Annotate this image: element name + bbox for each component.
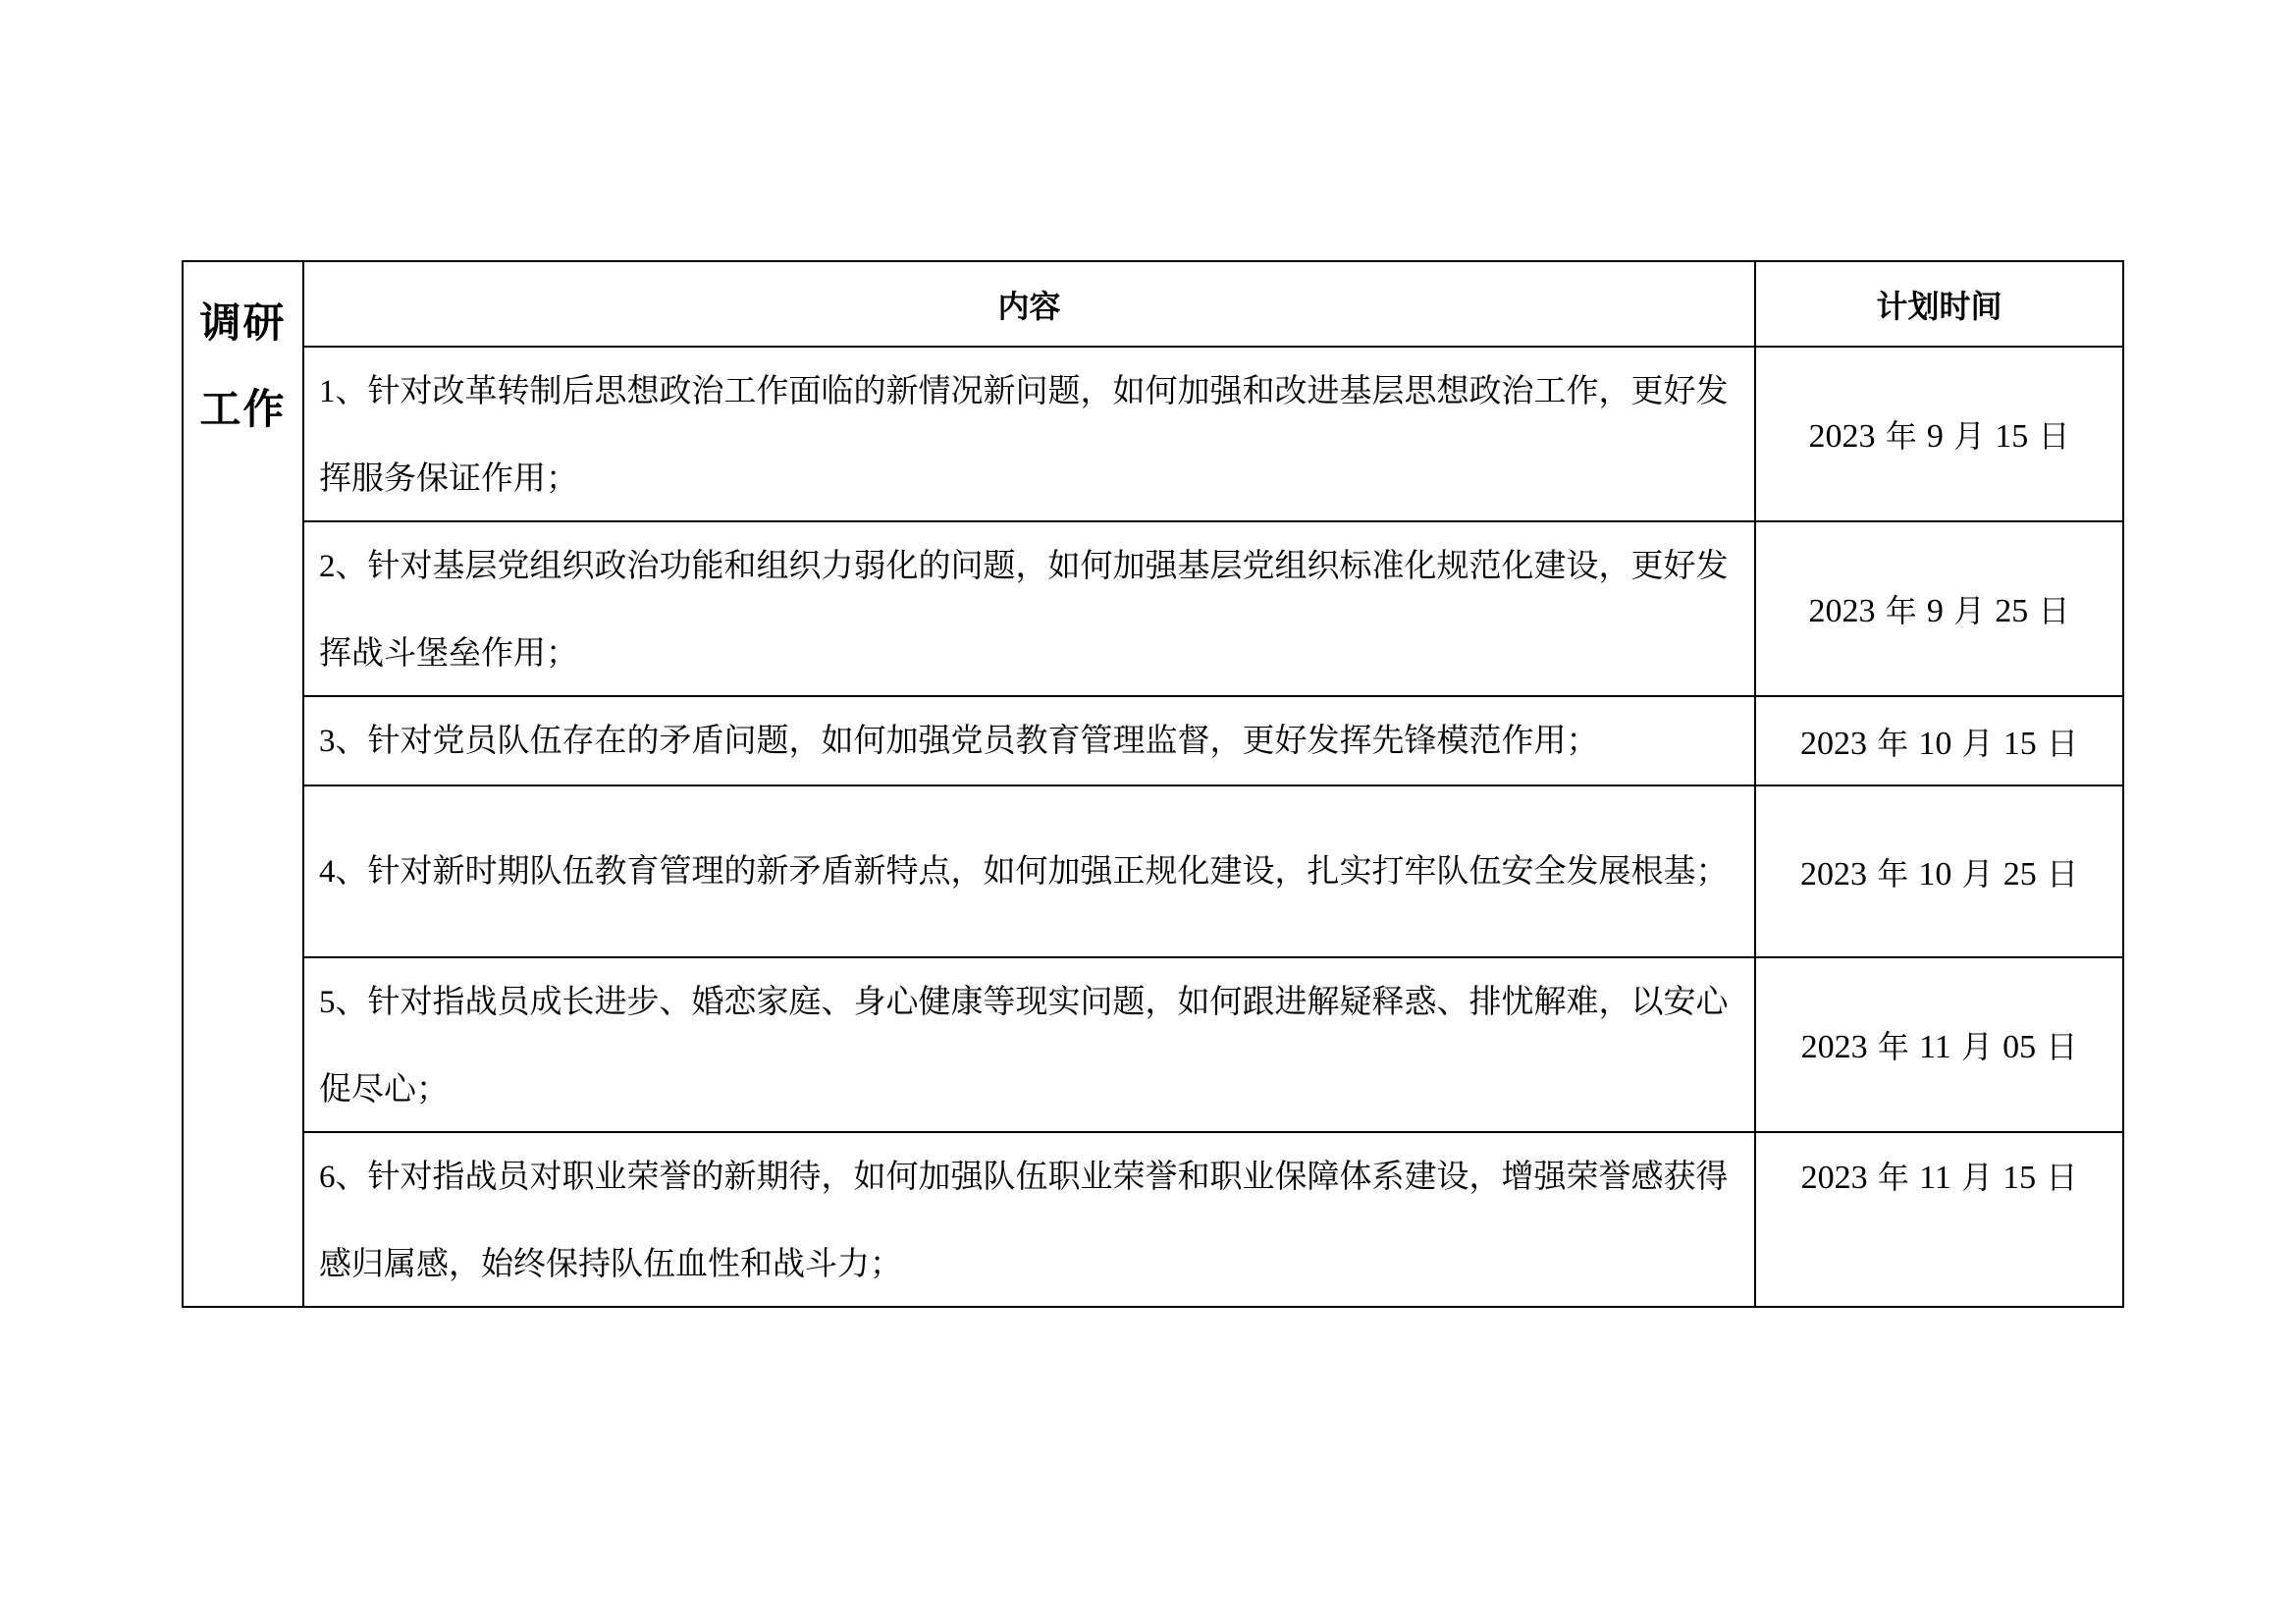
category-cell: [183, 261, 303, 1307]
year: 2023: [1800, 725, 1868, 762]
content-header: 内容: [303, 261, 1755, 347]
item-number: 5: [319, 985, 336, 1020]
year-unit: 年: [1885, 417, 1917, 455]
item-separator: 、: [335, 371, 368, 409]
item-number: 2: [319, 549, 336, 584]
month-unit: 月: [1960, 1028, 1993, 1065]
day-unit: 日: [2046, 854, 2078, 893]
header-row: [183, 261, 2123, 347]
year: 2023: [1808, 418, 1876, 455]
year: 2023: [1800, 1160, 1868, 1196]
table-row: [183, 521, 2123, 696]
year: 2023: [1800, 1029, 1868, 1065]
research-plan-table: [182, 260, 2124, 1308]
table-row: [183, 696, 2123, 785]
content-cell: [303, 1132, 1755, 1307]
month: 10: [1918, 855, 1952, 893]
table-row: [183, 1132, 2123, 1307]
month-unit: 月: [1960, 1159, 1993, 1196]
item-number: 1: [319, 374, 336, 409]
year: 2023: [1808, 593, 1876, 629]
day: 25: [2002, 855, 2037, 893]
item-number: 3: [319, 724, 336, 759]
day: 15: [2002, 725, 2037, 762]
time-header: 计划时间: [1755, 261, 2123, 347]
day: 15: [2002, 1160, 2037, 1196]
year-unit: 年: [1877, 1159, 1909, 1196]
item-separator: 、: [335, 982, 368, 1020]
content-cell: [303, 696, 1755, 785]
item-text: 针对党员队伍存在的矛盾问题，如何加强党员教育管理监督，更好发挥先锋模范作用；: [367, 721, 1599, 759]
month: 9: [1926, 593, 1944, 629]
item-separator: 、: [335, 1157, 368, 1195]
time-cell: [1755, 957, 2123, 1132]
year-unit: 年: [1885, 592, 1917, 629]
content-cell: [303, 785, 1755, 957]
day: 05: [2002, 1029, 2037, 1065]
month: 11: [1919, 1160, 1951, 1196]
table-row: [183, 785, 2123, 957]
day: 15: [1995, 418, 2029, 455]
month-unit: 月: [1961, 854, 1994, 893]
month: 11: [1919, 1029, 1951, 1065]
month-unit: 月: [1953, 592, 1986, 629]
item-text: 针对改革转制后思想政治工作面临的新情况新问题，如何加强和改进基层思想政治工作，更好发挥服务保证作用；: [319, 371, 1729, 497]
item-separator: 、: [335, 851, 368, 890]
time-cell: [1755, 521, 2123, 696]
item-number: 6: [319, 1160, 336, 1195]
day-unit: 日: [2038, 417, 2070, 455]
month-unit: 月: [1953, 417, 1986, 455]
item-text: 针对指战员对职业荣誉的新期待，如何加强队伍职业荣誉和职业保障体系建设，增强荣誉感获得感归属感，始终保持队伍血性和战斗力；: [319, 1157, 1729, 1282]
year-unit: 年: [1877, 1028, 1909, 1065]
table-row: [183, 957, 2123, 1132]
table-row: [183, 347, 2123, 521]
time-cell: [1755, 785, 2123, 957]
time-cell: [1755, 696, 2123, 785]
item-text: 针对新时期队伍教育管理的新矛盾新特点，如何加强正规化建设，扎实打牢队伍安全发展根基；: [367, 851, 1729, 890]
content-cell: [303, 347, 1755, 521]
day: 25: [1995, 593, 2029, 629]
year-unit: 年: [1877, 854, 1909, 893]
day-unit: 日: [2046, 724, 2078, 762]
item-text: 针对指战员成长进步、婚恋家庭、身心健康等现实问题，如何跟进解疑释惑、排忧解难，以安心促尽心；: [319, 982, 1729, 1108]
day-unit: 日: [2046, 1028, 2078, 1065]
month: 10: [1918, 725, 1952, 762]
item-separator: 、: [335, 546, 368, 584]
time-cell: [1755, 347, 2123, 521]
item-text: 针对基层党组织政治功能和组织力弱化的问题，如何加强基层党组织标准化规范化建设，更好发挥战斗堡垒作用；: [319, 546, 1729, 672]
content-cell: [303, 521, 1755, 696]
year: 2023: [1800, 855, 1868, 893]
category-label: 调研工作: [199, 298, 287, 433]
item-separator: 、: [335, 721, 368, 759]
year-unit: 年: [1877, 724, 1909, 762]
month-unit: 月: [1961, 724, 1994, 762]
content-cell: [303, 957, 1755, 1132]
month: 9: [1926, 418, 1944, 455]
day-unit: 日: [2038, 592, 2070, 629]
time-cell: [1755, 1132, 2123, 1307]
item-number: 4: [319, 854, 336, 890]
day-unit: 日: [2046, 1159, 2078, 1196]
